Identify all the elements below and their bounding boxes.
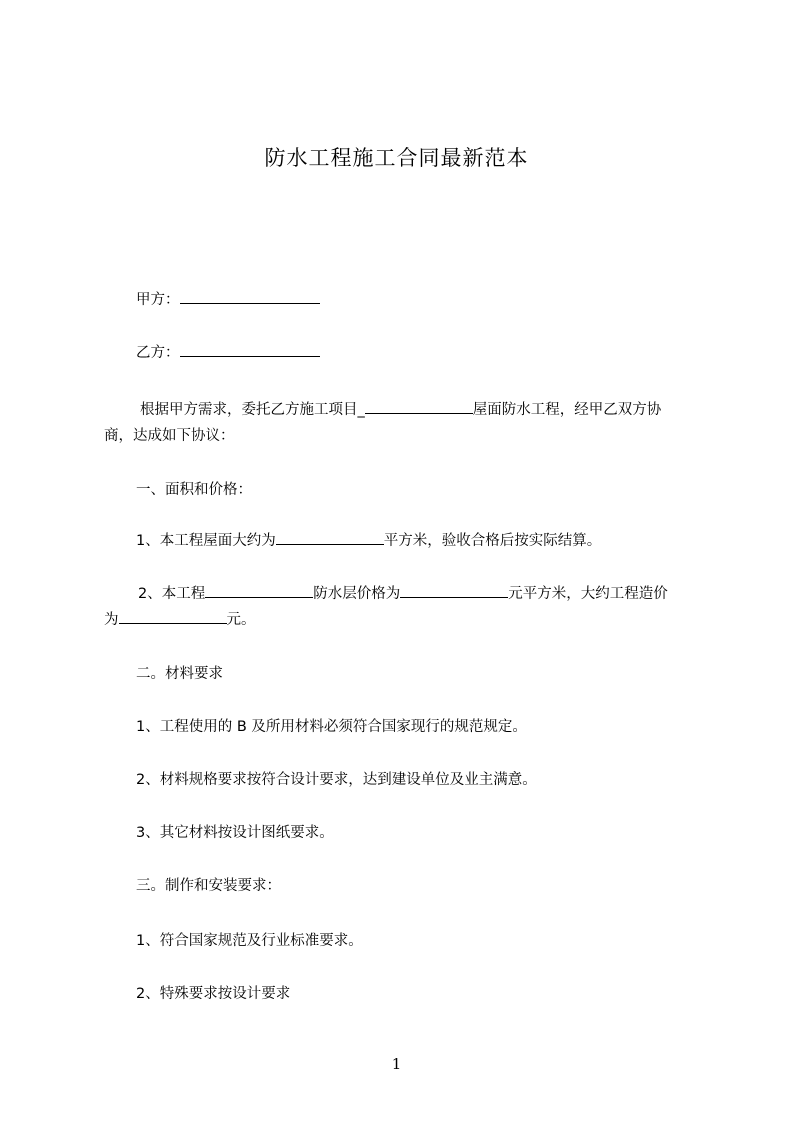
- party-a-blank: [180, 289, 320, 304]
- section-2-item-1: 1、工程使用的 B 及所用材料必须符合国家现行的规范规定。: [136, 719, 527, 735]
- party-b-line: [136, 340, 736, 366]
- section-1-item-2-line-1: [138, 581, 738, 607]
- project-name-blank: [365, 399, 473, 414]
- section-1-item-2-line-2: [104, 607, 704, 633]
- section-3-item-2: 2、特殊要求按设计要求: [136, 986, 291, 1002]
- document-title: 防水工程施工合同最新范本: [264, 146, 529, 170]
- intro-text-c: 商，达成如下协议：: [104, 428, 235, 444]
- s1-item2-text-d: 为: [104, 612, 119, 628]
- section-2-item-2: 2、材料规格要求按符合设计要求，达到建设单位及业主满意。: [136, 772, 537, 788]
- section-1-item-1: [136, 528, 736, 554]
- section-3-item-1: 1、符合国家规范及行业标准要求。: [136, 933, 363, 949]
- section-3-heading: 三。制作和安装要求：: [136, 878, 281, 894]
- s1-item2-text-e: 元。: [226, 612, 256, 628]
- area-blank: [276, 530, 384, 545]
- intro-line-1: [140, 397, 740, 423]
- s1-item1-text-b: 平方米，验收合格后按实际结算。: [383, 533, 602, 549]
- s1-item2-text-c: 元平方米，大约工程造价: [508, 586, 668, 602]
- intro-text-a: 根据甲方需求，委托乙方施工项目_: [140, 402, 365, 418]
- party-b-blank: [180, 342, 320, 357]
- party-a-line: [136, 287, 736, 313]
- intro-text-b: 屋面防水工程，经甲乙双方协: [472, 402, 662, 418]
- page-number: 1: [391, 1055, 402, 1073]
- s1-item2-text-b: 防水层价格为: [313, 586, 401, 602]
- section-2-item-3: 3、其它材料按设计图纸要求。: [136, 825, 334, 841]
- total-cost-blank: [119, 609, 227, 624]
- unit-price-blank: [400, 583, 508, 598]
- party-a-label: 甲方：: [136, 292, 180, 308]
- section-2-heading: 二。材料要求: [136, 666, 223, 682]
- s1-item1-text-a: 1、本工程屋面大约为: [136, 533, 276, 549]
- s1-item2-text-a: 2、本工程: [138, 586, 206, 602]
- party-b-label: 乙方：: [136, 345, 180, 361]
- waterproof-type-blank: [205, 583, 313, 598]
- section-1-heading: 一、面积和价格：: [136, 482, 252, 498]
- intro-line-2: [104, 423, 704, 449]
